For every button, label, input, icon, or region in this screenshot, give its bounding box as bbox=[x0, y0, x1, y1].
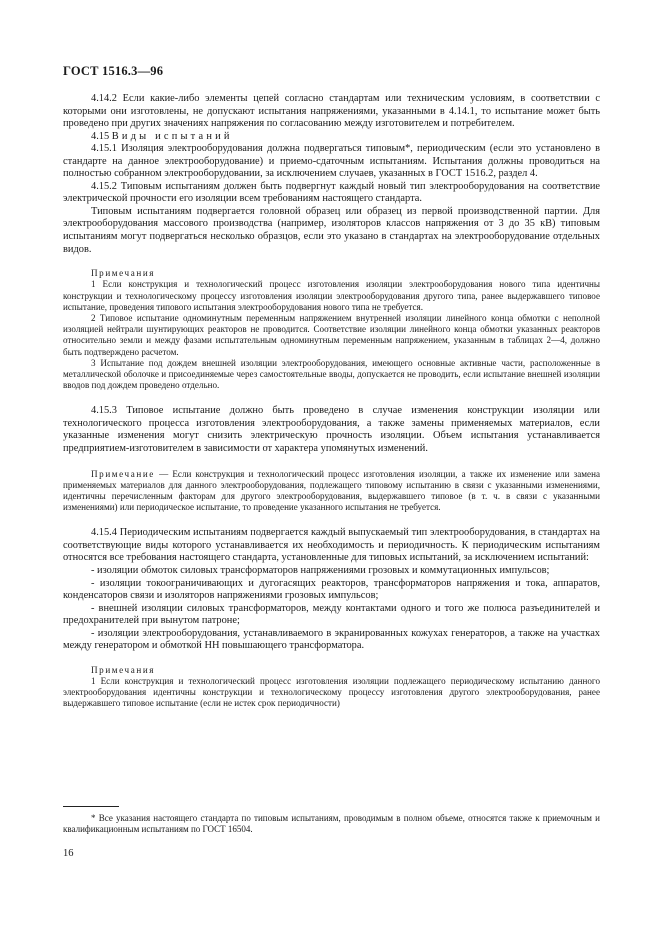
paragraph-4-15-2-continued: Типовым испытаниям подвергается головной образец или образец из первой производственной партии. Для электрооборудования массового производства (например, изоляторов классов напряжения от 3 до 35 кВ) типовым испытаниям могут подвергаться несколько образцов, если это указано в стандартах на электрооборудование отдельных видов. bbox=[63, 205, 600, 255]
single-note bbox=[63, 469, 600, 514]
section-number: 4.15 bbox=[91, 130, 110, 142]
paragraph-4-15-4: 4.15.4 Периодическим испытаниям подвергается каждый выпускаемый тип электрооборудования, в стандартах на соответствующие виды которого устанавливается их необходимость и периодичность. К периодическим испытаниям относятся все требования настоящего стандарта, установленные для типовых испытаний, за исключением испытаний: bbox=[63, 527, 600, 564]
notes-block-1 bbox=[63, 268, 600, 391]
page-header: ГОСТ 1516.3—96 bbox=[63, 64, 164, 78]
list-item: - изоляции электрооборудования, устанавливаемого в экранированных кожухах генераторов, а также на участках между генератором и обмоткой НН повышающего трансформатора. bbox=[63, 627, 600, 652]
note-heading: Примечание bbox=[91, 468, 155, 479]
footnote-divider bbox=[63, 806, 119, 807]
list-item: - изоляции токоограничивающих и дугогасящих реакторов, трансформаторов напряжения и тока, аппаратов, конденсаторов связи и изоляторов напряжениями грозовых импульсов; bbox=[63, 577, 600, 602]
notes-block-3 bbox=[63, 665, 600, 710]
notes-block-2 bbox=[63, 469, 600, 514]
list-item: - изоляции обмоток силовых трансформаторов напряжениями грозовых и коммутационных импульсов; bbox=[91, 564, 550, 576]
paragraph-4-15-3: 4.15.3 Типовое испытание должно быть проведено в случае изменения конструкции изоляции или технологического процесса изготовления электрооборудования, а также замены применяемых материалов, если указанные изменения могут снизить электрическую прочность изоляции. Объем испытания устанавливается предприятием-изготовителем в зависимости от характера упомянутых изменений. bbox=[63, 405, 600, 454]
notes-heading: Примечания bbox=[91, 664, 156, 675]
note-item: 2 Типовое испытание одноминутным переменным напряжением внутренней изоляции линейного конца обмотки с неполной изоляцией нейтрали шунтирующих реакторов не проводится. Соответствие изоляции линейного конца обмотки указанных реакторов относительно земли и между фазами испытательным одноминутным переменным напряжением, указанным в таблицах 2—4, должно быть подтверждено расчетом. bbox=[63, 312, 600, 357]
section-heading-4-15 bbox=[63, 131, 600, 144]
notes-heading: Примечания bbox=[91, 268, 156, 279]
paragraph-4-15-2: 4.15.2 Типовым испытаниям должен быть подвергнут каждый новый тип электрооборудования на соответствие электрической прочности его изоляции всем требованиям настоящего стандарта. bbox=[63, 180, 600, 205]
footnote bbox=[63, 813, 600, 836]
paragraph-4-15-1: 4.15.1 Изоляция электрооборудования должна подвергаться типовым*, периодическим (если это установлено в стандарте на данное электрооборудование) и приемо-сдаточным испытаниям. Испытания должны проводиться на полностью собранном электрооборудовании, за исключением случаев, указанных в ГОСТ 1516.2, раздел 4. bbox=[63, 143, 600, 180]
note-item: 1 Если конструкция и технологический процесс изготовления изоляции электрооборудования нового типа идентичны конструкции и технологическому процессу изготовления изоляции электрооборудования другого типа, ранее выдержавшего типовое испытание, проведения типового испытания электрооборудования нового типа не требуется. bbox=[63, 279, 600, 312]
list-item: - внешней изоляции силовых трансформаторов, между контактами одного и того же полюса разъединителей и предохранителей при вынутом патроне; bbox=[63, 602, 600, 627]
paragraph-4-14-2: 4.14.2 Если какие-либо элементы цепей согласно стандартам или техническим условиям, в соответствии с которыми они изготовлены, не допускают испытания напряжениями, указанными в 4.14.1, то испытание может быть проведено при других значениях напряжения по согласованию между изготовителем и потребителем. bbox=[63, 93, 600, 130]
document-body bbox=[63, 93, 600, 710]
section-title: Виды испытаний bbox=[111, 130, 233, 142]
page-number: 16 bbox=[63, 848, 74, 859]
footnote-text: * Все указания настоящего стандарта по типовым испытаниям, проводимым в полном объеме, относятся также к приемочным и квалификационным испытаниям по ГОСТ 16504. bbox=[63, 813, 600, 835]
note-text: — Если конструкция и технологический процесс изготовления изоляции, а также их изменение или замена применяемых материалов для данного электрооборудования, подлежащего типовому испытанию в связи с указанными изменениями, идентичны перечисленным факторам для другого электрооборудования, выдержавшего типовое (в т. ч. в связи с указанными изменениями) или периодическое испытание, то проведение указанного испытания не требуется. bbox=[63, 468, 600, 513]
note-item: 3 Испытание под дождем внешней изоляции электрооборудования, имеющего основные активные части, расположенные в металлической оболочке и присоединяемые через самостоятельные вводы, допускается не проводить, если испытание внешней изоляции вводов под дождем проведено отдельно. bbox=[63, 357, 600, 391]
note-item: 1 Если конструкция и технологический процесс изготовления изоляции подлежащего периодическому испытанию данного электрооборудования идентичны конструкции и технологическому процессу изготовления другого электрооборудования, ранее выдержавшего типовое испытание (если не истек срок периодичности) bbox=[63, 676, 600, 709]
